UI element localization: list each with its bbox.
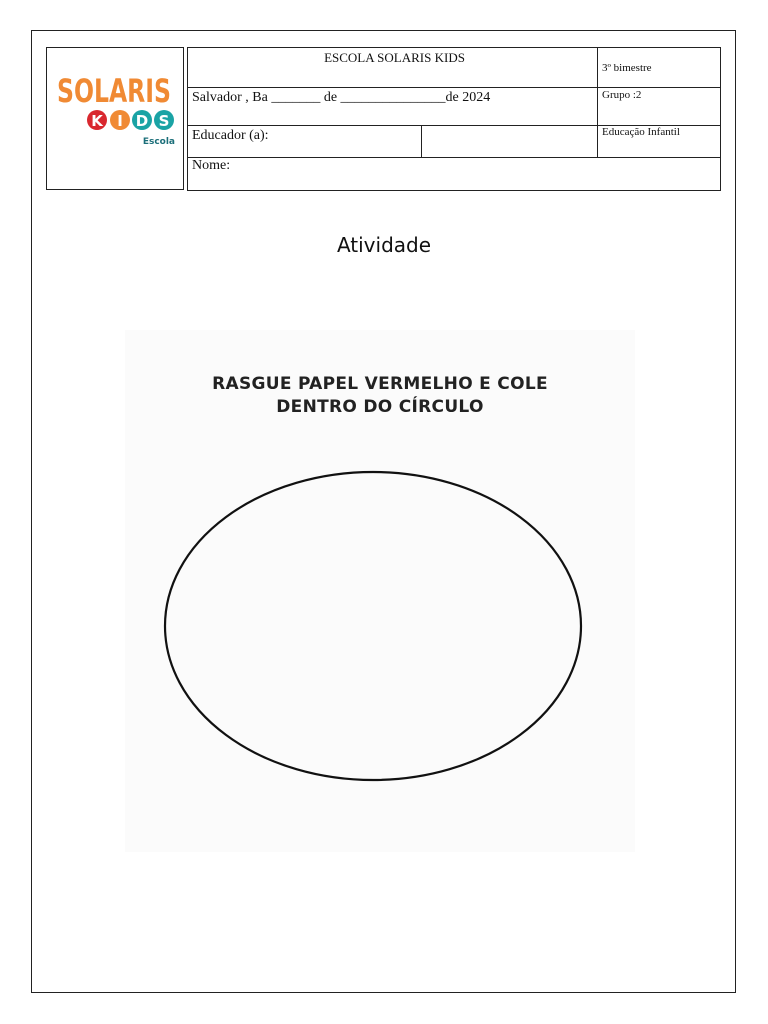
group-cell: Grupo :2 [598, 88, 721, 126]
school-logo [53, 64, 179, 176]
activity-instruction [125, 373, 635, 419]
instruction-line-2: DENTRO DO CÍRCULO [276, 397, 484, 417]
instruction-line-1: RASGUE PAPEL VERMELHO E COLE [212, 374, 548, 394]
logo-letter-k: K [91, 112, 103, 130]
activity-worksheet-image [125, 330, 635, 852]
bimester-cell: 3º bimestre [598, 48, 721, 88]
school-logo-box [46, 47, 184, 190]
logo-letter-d: D [135, 112, 149, 130]
education-level-cell: Educação Infantil [598, 126, 721, 158]
educator-field[interactable]: Educador (a): [188, 126, 422, 158]
target-circle-outline [165, 472, 581, 780]
logo-letter-i: I [117, 112, 123, 130]
name-field[interactable]: Nome: [188, 158, 721, 191]
target-circle [163, 470, 587, 784]
logo-kids-badges [87, 110, 174, 130]
school-name: ESCOLA SOLARIS KIDS [188, 48, 598, 88]
date-line: Salvador , Ba _______ de _______________de 2024 [188, 88, 598, 126]
logo-subtitle: Escola [142, 137, 175, 147]
activity-title: Atividade [336, 233, 432, 257]
educator-value-field[interactable] [422, 126, 598, 158]
logo-letter-s: S [158, 112, 170, 130]
logo-word-solaris: SOLARIS [57, 72, 171, 110]
header-table [187, 47, 721, 191]
